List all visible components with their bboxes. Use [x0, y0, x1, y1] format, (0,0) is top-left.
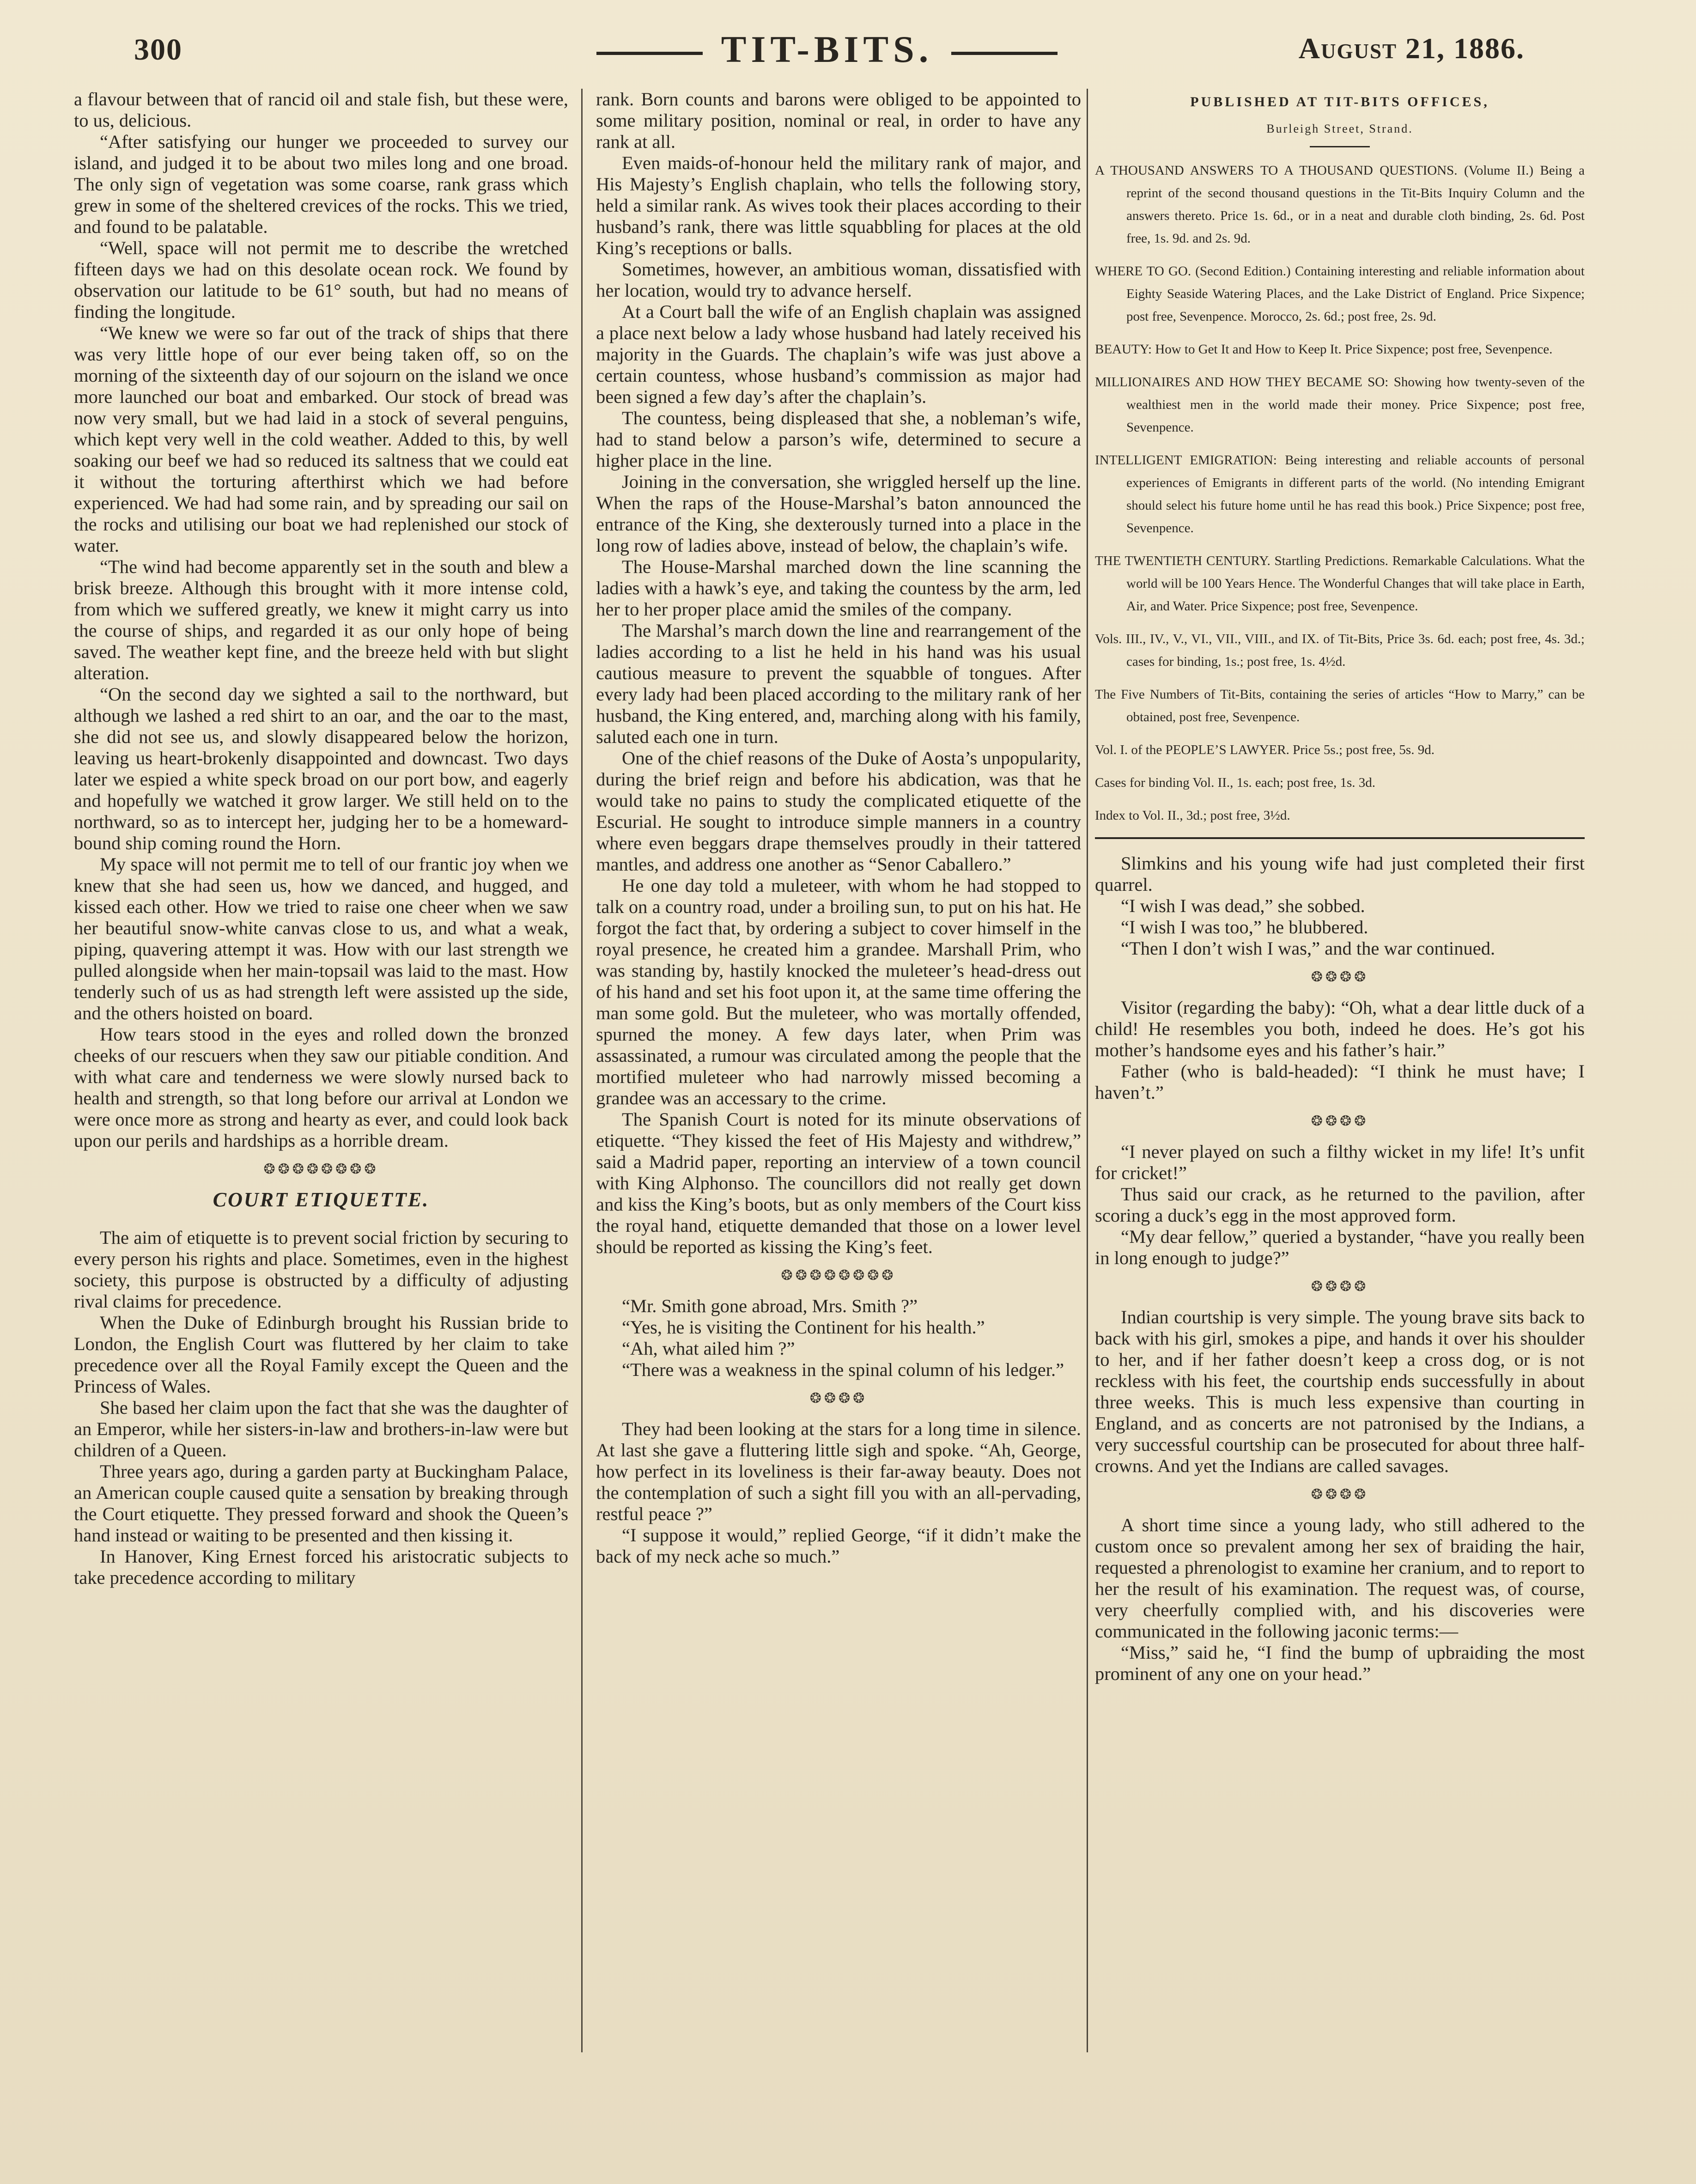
ornament-separator: ❂❂❂❂❂❂❂❂ — [781, 1268, 896, 1283]
paragraph: One of the chief reasons of the Duke of Aosta’s unpopularity, during the brief reign and before his abdication, was that he would take no pains to study the complicated etiquette of the Escurial. He sought to introduce simple manners in a country where even beggars drape themselves proudly in their tattered mantles, and address one another as “Senor Caballero.” — [596, 748, 1081, 875]
paragraph: They had been looking at the stars for a long time in silence. At last she gave a fluttering little sigh and spoke. “Ah, George, how perfect in its loveliness is their far-away beauty. Does not the contemplation of such a sight fill you with an all-pervading, restful peace ?” — [596, 1418, 1081, 1524]
publisher-address: Burleigh Street, Strand. — [1266, 122, 1413, 135]
advert-item: The Five Numbers of Tit-Bits, containing the series of articles “How to Marry,” can be obtained, post free, Sevenpence. — [1095, 687, 1585, 724]
paragraph: The aim of etiquette is to prevent social friction by securing to every person his rights and place. Sometimes, even in the highest society, this purpose is obstructed by a difficulty of adjusting rival claims for precedence. — [74, 1227, 568, 1312]
paragraph: rank. Born counts and barons were obliged to be appointed to some military position, nominal or real, in order to have any rank at all. — [596, 89, 1081, 152]
paragraph: The House-Marshal marched down the line scanning the ladies with a hawk’s eye, and taking the countess by the arm, led her to her proper place amid the smiles of the company. — [596, 556, 1081, 620]
masthead-title: TIT-BITS. — [129, 28, 1525, 71]
ornament-separator: ❂❂❂❂ — [1311, 1487, 1369, 1502]
column-1 — [74, 89, 568, 2075]
paragraph: “Well, space will not permit me to describe the wretched fifteen days we had on this desolate ocean rock. We found by observation our latitude to be 61° south, but had no means of finding the longitude. — [74, 237, 568, 322]
paragraph: She based her claim upon the fact that she was the daughter of an Emperor, while her sisters-in-law and brothers-in-law were but children of a Queen. — [74, 1397, 568, 1460]
paragraph: The Spanish Court is noted for its minute observations of etiquette. “They kissed the feet of His Majesty and withdrew,” said a Madrid paper, reporting an interview of a town council with King Alphonso. The councillors did not really get down and kiss the King’s boots, but as only members of the Court kiss the royal hand, etiquette demanded that those on a lower level should be reported as kissing the King’s feet. — [596, 1109, 1081, 1257]
paragraph: “Ah, what ailed him ?” — [622, 1338, 795, 1359]
paragraph: “Then I don’t wish I was,” and the war continued. — [1121, 938, 1495, 959]
paragraph: How tears stood in the eyes and rolled down the bronzed cheeks of our rescuers when they saw our pitiable condition. And with what care and tenderness we were slowly nursed back to health and strength, so that long before our arrival at London we were once more as strong and hearty as ever, and could look back upon our perils and hardships as a horrible dream. — [74, 1024, 568, 1151]
paragraph: At a Court ball the wife of an English chaplain was assigned a place next below a lady whose husband had lately received his majority in the Guards. The chaplain’s wife was just above a certain countess, whose husband’s commission as major had been signed a few day’s after the chaplain’s. — [596, 301, 1081, 407]
advert-item: THE TWENTIETH CENTURY. Startling Predictions. Remarkable Calculations. What the world will be 100 Years Hence. The Wonderful Changes that will take place in Earth, Air, and Water. Price Sixpence; post free, Sevenpence. — [1095, 554, 1585, 614]
ornament-separator: ❂❂❂❂ — [1311, 1279, 1369, 1294]
paragraph: “I suppose it would,” replied George, “if it didn’t make the back of my neck ache so much.” — [596, 1525, 1081, 1567]
divider — [1095, 837, 1585, 839]
paragraph: A short time since a young lady, who still adhered to the custom once so prevalent among her sex of braiding the hair, requested a phrenologist to examine her cranium, and to report to her the result of his examination. The request was, of course, very cheerfully complied with, and his discoveries were communicated in the following jaconic terms:— — [1095, 1515, 1585, 1642]
ornament-separator: ❂❂❂❂ — [1311, 1113, 1369, 1129]
paragraph: “On the second day we sighted a sail to the northward, but although we lashed a red shirt to an oar, and the oar to the mast, she did not see us, and slowly disappeared below the horizon, leaving us heart-brokenly disappointed and downcast. Two days later we espied a white speck broad on our port bow, and eagerly and hopefully we watched it grow larger. We still held on to the northward, so as to intercept her, judging her to be a homeward-bound ship coming round the Horn. — [74, 684, 568, 853]
paragraph: Slimkins and his young wife had just completed their first quarrel. — [1095, 853, 1585, 895]
paragraph: a flavour between that of rancid oil and stale fish, but these were, to us, delicious. — [74, 89, 568, 131]
paragraph: In Hanover, King Ernest forced his aristocratic subjects to take precedence according to military — [74, 1546, 568, 1588]
column-3 — [1095, 89, 1585, 2075]
column-rule-right — [1087, 89, 1088, 2052]
paragraph: When the Duke of Edinburgh brought his Russian bride to London, the English Court was fluttered by her claim to take precedence over all the Royal Family except the Queen and the Princess of Wales. — [74, 1312, 568, 1397]
paragraph: Indian courtship is very simple. The young brave sits back to back with his girl, smokes a pipe, and hands it over his shoulder to her, and if her father doesn’t keep a cross dog, or is not reckless with his feet, the courtship ends successfully in about three weeks. This is much less expensive than courting in England, and as concerts are not patronised by the Indians, a very successful courtship can be prosecuted for about three half-crowns. And yet the Indians are called savages. — [1095, 1307, 1585, 1476]
advert-item: Index to Vol. II., 3d.; post free, 3½d. — [1095, 808, 1290, 823]
paragraph: “I wish I was too,” he blubbered. — [1121, 917, 1368, 937]
advert-item: WHERE TO GO. (Second Edition.) Containing interesting and reliable information about Eighty Seaside Watering Places, and the Lake District of England. Price Sixpence; post free, Sevenpence. Morocco, 2s. 6d.; post free, 2s. 9d. — [1095, 264, 1585, 324]
advert-item: MILLIONAIRES AND HOW THEY BECAME SO: Showing how twenty-seven of the wealthiest men in the world made their money. Price Sixpence; post free, Sevenpence. — [1095, 375, 1585, 435]
paragraph: My space will not permit me to tell of our frantic joy when we knew that she had seen us, how we danced, and hugged, and kissed each other. How we tried to raise one cheer when we saw her beautiful snow-white canvas close to us, and what a weak, piping, quavering attempt it was. How with our last strength we pulled alongside when her main-topsail was laid to the mast. How tenderly such of us as had strength left were assisted up the side, and the others hoisted on board. — [74, 854, 568, 1023]
published-at-heading: PUBLISHED AT TIT-BITS OFFICES, — [1190, 94, 1489, 110]
column-rule-left — [581, 89, 583, 2052]
issue-date: August 21, 1886. — [1298, 32, 1525, 65]
page-header — [129, 24, 1525, 79]
advert-item: INTELLIGENT EMIGRATION: Being interesting and reliable accounts of personal experiences of Emigrants in different parts of the world. (No intending Emigrant should select his future home until he has read this book.) Price Sixpence; post free, Sevenpence. — [1095, 453, 1585, 535]
paragraph: The countess, being displeased that she, a nobleman’s wife, had to stand below a parson’s wife, determined to secure a higher place in the line. — [596, 408, 1081, 471]
paragraph: “Miss,” said he, “I find the bump of upbraiding the most prominent of any one on your head.” — [1095, 1642, 1585, 1684]
paragraph: “Mr. Smith gone abroad, Mrs. Smith ?” — [622, 1296, 918, 1316]
section-title-court-etiquette: COURT ETIQUETTE. — [213, 1188, 430, 1211]
paragraph: “I never played on such a filthy wicket in my life! It’s unfit for cricket!” — [1095, 1141, 1585, 1183]
paragraph: Even maids-of-honour held the military rank of major, and His Majesty’s English chaplain, who tells the following story, held a similar rank. As wives took their places according to their husband’s rank, there was little squabbling for places at the old King’s receptions or balls. — [596, 152, 1081, 258]
advert-item: A THOUSAND ANSWERS TO A THOUSAND QUESTIONS. (Volume II.) Being a reprint of the second thousand questions in the Tit-Bits Inquiry Column and the answers thereto. Price 1s. 6d., or in a neat and durable cloth binding, 2s. 6d. Post free, 1s. 9d. and 2s. 9d. — [1095, 163, 1585, 246]
paragraph: “After satisfying our hunger we proceeded to survey our island, and judged it to be about two miles long and one broad. The only sign of vegetation was some coarse, rank grass which grew in some of the sheltered crevices of the rocks. This we tried, and found to be palatable. — [74, 131, 568, 237]
advert-item: BEAUTY: How to Get It and How to Keep It. Price Sixpence; post free, Sevenpence. — [1095, 342, 1553, 357]
advert-item: Vols. III., IV., V., VI., VII., VIII., and IX. of Tit-Bits, Price 3s. 6d. each; post free, 4s. 3d.; cases for binding, 1s.; post free, 1s. 4½d. — [1095, 632, 1585, 669]
paragraph: Father (who is bald-headed): “I think he must have; I haven’t.” — [1095, 1061, 1585, 1103]
page-number: 300 — [134, 33, 182, 67]
paragraph: “There was a weakness in the spinal column of his ledger.” — [622, 1359, 1064, 1380]
paragraph: Three years ago, during a garden party at Buckingham Palace, an American couple caused quite a sensation by breaking through the Court etiquette. They pressed forward and shook the Queen’s hand instead or waiting to be presented and then kissing it. — [74, 1461, 568, 1545]
paragraph: Joining in the conversation, she wriggled herself up the line. When the raps of the House-Marshal’s baton announced the entrance of the King, she dexterously turned into a place in the long row of ladies above, instead of below, the chaplain’s wife. — [596, 471, 1081, 556]
paragraph: “My dear fellow,” queried a bystander, “have you really been in long enough to judge?” — [1095, 1226, 1585, 1268]
column-2 — [596, 89, 1081, 2075]
ornament-separator: ❂❂❂❂ — [809, 1391, 868, 1406]
paragraph: “We knew we were so far out of the track of ships that there was very little hope of our ever being taken off, so on the morning of the sixteenth day of our sojourn on the island we once more launched our boat and embarked. Our stock of bread was now very small, but we had laid in a stock of several penguins, which kept very well in the cold weather. Added to this, by well soaking our beef we had so reduced its saltness that we could eat it without the torturing afterthirst which we had before experienced. We had had some rain, and by spreading our sail on the rocks and utilising our boat we had replenished our stock of water. — [74, 322, 568, 556]
paragraph: “I wish I was dead,” she sobbed. — [1121, 895, 1365, 916]
paragraph: He one day told a muleteer, with whom he had stopped to talk on a country road, under a broiling sun, to put on his hat. He forgot the fact that, by ordering a subject to cover himself in the royal presence, he created him a grandee. Marshall Prim, who was standing by, hastily knocked the muleteer’s head-dress out of his hand and set his foot upon it, at the same time offering the man some gold. But the muleteer, who was mortally offended, spurned the money. A few days later, when Prim was assassinated, a rumour was circulated among the people that the mortified muleteer who had narrowly missed becoming a grandee was an accessary to the crime. — [596, 875, 1081, 1108]
paragraph: Visitor (regarding the baby): “Oh, what a dear little duck of a child! He resembles you both, indeed he does. He’s got his mother’s handsome eyes and his father’s hair.” — [1095, 997, 1585, 1060]
divider — [1310, 146, 1370, 147]
paragraph: Sometimes, however, an ambitious woman, dissatisfied with her location, would try to advance herself. — [596, 259, 1081, 301]
ornament-separator: ❂❂❂❂ — [1311, 969, 1369, 985]
paragraph: Thus said our crack, as he returned to the pavilion, after scoring a duck’s egg in the most approved form. — [1095, 1184, 1585, 1226]
advert-item: Vol. I. of the PEOPLE’S LAWYER. Price 5s.; post free, 5s. 9d. — [1095, 742, 1435, 757]
ornament-separator: ❂❂❂❂❂❂❂❂ — [263, 1162, 379, 1177]
paragraph: “The wind had become apparently set in the south and blew a brisk breeze. Although this brought with it more intense cold, from which we suffered greatly, we knew it might carry us into the course of ships, and regarded it as our only hope of being saved. The weather kept fine, and the breeze held with but slight alteration. — [74, 556, 568, 683]
advert-item: Cases for binding Vol. II., 1s. each; post free, 1s. 3d. — [1095, 775, 1376, 790]
paragraph: The Marshal’s march down the line and rearrangement of the ladies according to a list he held in his hand was his usual cautious measure to prevent the squabble of tongues. After every lady had been placed according to the military rank of her husband, the King entered, and, marching along with his family, saluted each one in turn. — [596, 620, 1081, 747]
paragraph: “Yes, he is visiting the Continent for his health.” — [622, 1317, 985, 1338]
